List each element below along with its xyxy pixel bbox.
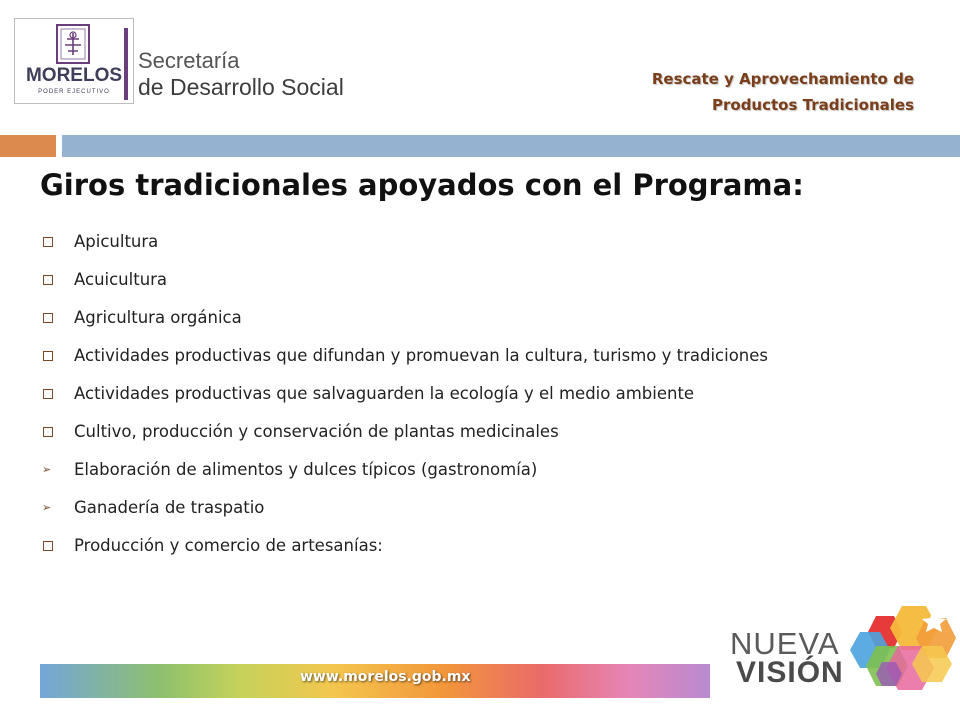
arrow-bullet-icon: ➢ (42, 462, 52, 476)
list-item-text: Acuicultura (74, 269, 168, 289)
list-item-text: Elaboración de alimentos y dulces típicos (gastronomía) (74, 459, 538, 479)
page-heading: Giros tradicionales apoyados con el Programa: (40, 168, 804, 202)
square-bullet-icon (43, 237, 53, 247)
list-item-text: Producción y comercio de artesanías: (74, 535, 383, 555)
square-bullet-icon (43, 389, 53, 399)
logo-name: MORELOS (25, 65, 123, 86)
list-item (40, 336, 768, 374)
brand-line1: NUEVA (730, 626, 840, 661)
square-bullet-icon (43, 427, 53, 437)
footer-url-link[interactable]: www.morelos.gob.mx (300, 669, 471, 685)
morelos-logo (14, 18, 134, 104)
hexagon-mark-icon (846, 602, 958, 702)
list-item (40, 260, 768, 298)
list-item-text: Actividades productivas que difundan y promuevan la cultura, turismo y tradiciones (74, 345, 768, 365)
list-item (40, 450, 768, 488)
program-title (554, 66, 914, 118)
nueva-vision-logo (710, 588, 960, 706)
list-item-text: Apicultura (74, 231, 159, 251)
square-bullet-icon (43, 541, 53, 551)
divider-accent-orange (0, 135, 56, 157)
brand-line2: VISIÓN (736, 656, 844, 689)
list-item (40, 222, 768, 260)
list-item (40, 412, 768, 450)
secretaria-line1: Secretaría (138, 48, 240, 73)
square-bullet-icon (43, 351, 53, 361)
square-bullet-icon (43, 275, 53, 285)
list-item-text: Cultivo, producción y conservación de plantas medicinales (74, 421, 559, 441)
list-item-text: Agricultura orgánica (74, 307, 242, 327)
bullet-list (40, 222, 768, 564)
arrow-bullet-icon: ➢ (42, 500, 52, 514)
list-item (40, 488, 768, 526)
program-title-line2: Productos Tradicionales (712, 96, 914, 114)
list-item (40, 374, 768, 412)
logo-divider (124, 28, 128, 100)
divider-accent-blue (62, 135, 960, 157)
list-item-text: Ganadería de traspatio (74, 497, 265, 517)
list-item-text: Actividades productivas que salvaguarden la ecología y el medio ambiente (74, 383, 695, 403)
program-title-line1: Rescate y Aprovechamiento de (651, 70, 914, 88)
secretaria-line2: de Desarrollo Social (138, 74, 344, 100)
logo-subtitle: PODER EJECUTIVO (38, 89, 110, 95)
list-item (40, 526, 768, 564)
list-item (40, 298, 768, 336)
square-bullet-icon (43, 313, 53, 323)
coat-of-arms-icon (47, 23, 99, 67)
